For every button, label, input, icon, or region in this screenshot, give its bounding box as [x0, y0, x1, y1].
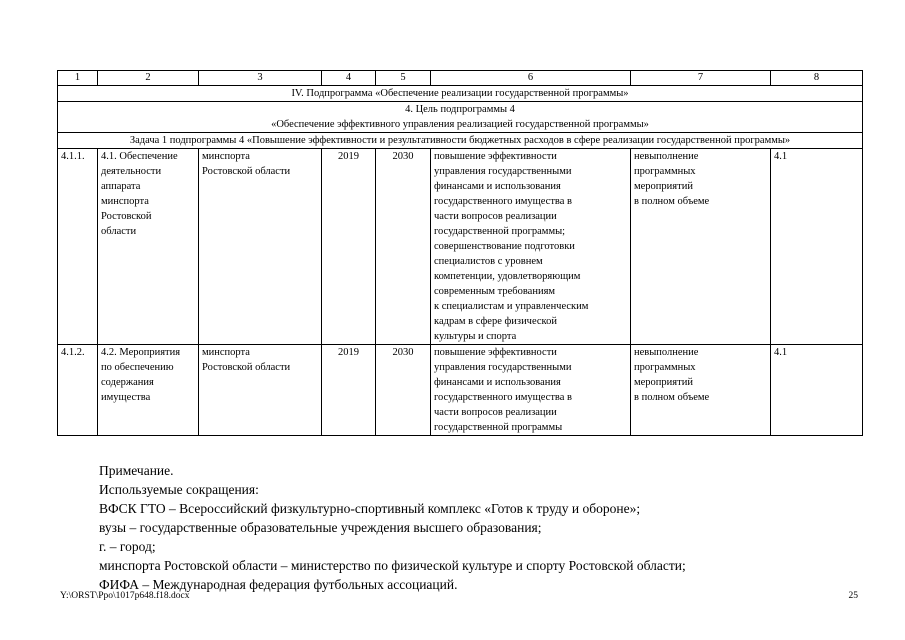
abbreviation-line: г. – город; [99, 539, 156, 554]
table-row [58, 345, 863, 436]
column-number: 1 [58, 71, 98, 86]
note-title: Примечание. [99, 463, 174, 478]
measure-name: 4.2. Мероприятия по обеспечению содержания имущества [98, 345, 199, 436]
abbreviation-line: ВФСК ГТО – Всероссийский физкультурно-спортивный комплекс «Готов к труду и обороне»; [99, 501, 641, 516]
row-number: 4.1.1. [58, 149, 98, 345]
goal-row [58, 102, 863, 133]
goal-cell [58, 102, 863, 133]
column-number: 7 [631, 71, 771, 86]
column-number: 5 [376, 71, 431, 86]
consequence: невыполнение программных мероприятий в полном объеме [631, 149, 771, 345]
file-path: Y:\ORST\Ppo\1017p648.f18.docx [60, 591, 190, 601]
end-year: 2030 [376, 149, 431, 345]
end-year: 2030 [376, 345, 431, 436]
start-year: 2019 [322, 149, 376, 345]
task-row [58, 133, 863, 149]
subprogram-row [58, 86, 863, 102]
expected-result: повышение эффективности управления государственными финансами и использования государственного имущества в части вопросов реализации государственной программы; совершенствование подготовки специалистов с уровнем компетенции, удовлетворяющим современным требованиям к специалистам и управленческим кадрам в сфере физической культуры и спорта [431, 149, 631, 345]
abbreviation-line: ФИФА – Международная федерация футбольных ассоциаций. [99, 577, 458, 592]
column-number: 6 [431, 71, 631, 86]
indicator-link: 4.1 [771, 345, 863, 436]
measure-name: 4.1. Обеспечение деятельности аппарата минспорта Ростовской области [98, 149, 199, 345]
column-number: 2 [98, 71, 199, 86]
column-number: 3 [199, 71, 322, 86]
abbreviation-line: минспорта Ростовской области – министерство по физической культуре и спорту Ростовской области; [99, 558, 686, 573]
consequence: невыполнение программных мероприятий в полном объеме [631, 345, 771, 436]
executor: минспорта Ростовской области [199, 345, 322, 436]
measures-table [57, 70, 863, 436]
note-intro: Используемые сокращения: [99, 482, 259, 497]
executor: минспорта Ростовской области [199, 149, 322, 345]
indicator-link: 4.1 [771, 149, 863, 345]
note-section [99, 461, 859, 594]
subprogram-title: IV. Подпрограмма «Обеспечение реализации государственной программы» [58, 86, 863, 102]
expected-result: повышение эффективности управления государственными финансами и использования государственного имущества в части вопросов реализации государственной программы [431, 345, 631, 436]
start-year: 2019 [322, 345, 376, 436]
column-number: 8 [771, 71, 863, 86]
abbreviation-line: вузы – государственные образовательные учреждения высшего образования; [99, 520, 542, 535]
table-row [58, 149, 863, 345]
task-title: Задача 1 подпрограммы 4 «Повышение эффективности и результативности бюджетных расходов в сфере реализации государственной программы» [58, 133, 863, 149]
row-number: 4.1.2. [58, 345, 98, 436]
page-number: 25 [848, 591, 858, 601]
column-number: 4 [322, 71, 376, 86]
goal-description: «Обеспечение эффективного управления реализацией государственной программы» [271, 119, 649, 130]
goal-title: 4. Цель подпрограммы 4 [405, 104, 515, 115]
column-number-row [58, 71, 863, 86]
